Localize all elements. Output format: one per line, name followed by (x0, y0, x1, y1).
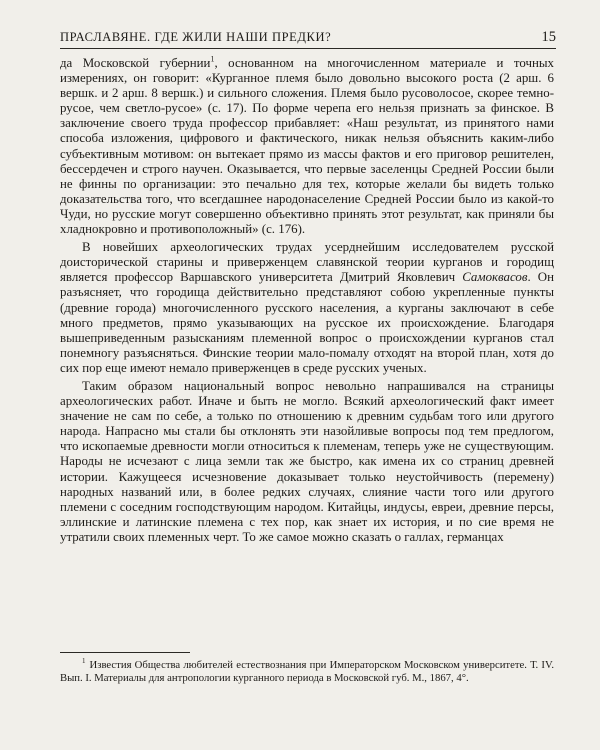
footnote-divider (60, 652, 190, 653)
running-header (60, 22, 556, 49)
main-text (60, 56, 554, 545)
running-title: ПРАСЛАВЯНЕ. ГДЕ ЖИЛИ НАШИ ПРЕДКИ? (60, 30, 332, 44)
footnote-text: Известия Общества любителей естествознания при Императорском Московском университете. Т. IV. Вып. I. Материалы для антропологии курганного периода в Московской губ. М., 1867, 4°. (60, 659, 554, 685)
paragraph: В новейших археологических трудах усерднейшим исследователем русской доисторической старины и приверженцем славянской теории курганов и городищ является профессор Варшавского университета Дмитрий Яковлевич Самоквасов. Он разъясняет, что городища действительно представляют собою укрепленные пункты (древние города) многочисленного русского населения, а курганы заключают в себе много предметов, прямо указывающих на русское их происхождение. Благодаря вышеприведенным разысканиям племенной вопрос о происхождении курганов стал понемногу разъясняться. Финские теории мало-помалу отходят на второй план, хотя до сих пор еще имеют немало приверженцев в среде русских ученых. (60, 240, 555, 375)
footnote (60, 659, 554, 685)
paragraph: Таким образом национальный вопрос невольно напрашивался на страницы археологических работ. Иначе и быть не могло. Всякий археологический факт имеет значение не сам по себе, а только по отношению к древним судьбам того или другого народа. Напрасно мы стали бы отклонять эти назойливые вопросы под тем предлогом, что ископаемые древности могли относиться к племенам, теперь уже не существующим. Народы не исчезают с лица земли так же быстро, как имена их со страниц древней истории. Кажущееся исчезновение доказывает только неустойчивость (перемену) народных названий или, в более редких случаях, слияние части того или другого племени с соседним господствующим народом. Китайцы, индусы, евреи, древние персы, эллинские и латинские племена с тех пор, как знает их история, и по сие время не утратили своих племенных черт. То же самое можно сказать о галлах, германцах (60, 378, 554, 544)
paragraph: да Московской губернии$^1$, основанном на многочисленном материале и точных измерениях, он говорит: «Курганное племя было довольно высокого роста (2 арш. 6 вершк. и 2 арш. 8 вершк.) и сильного сложения. Племя было русоволосое, скорее темно-русое, чем светло-русое» (с. 17). По форме черепа его нельзя признать за финское. В заключение своего труда профессор прибавляет: «Наш результат, из принятого нами способа изложения, цифрового и фактического, никак нельзя объяснить каким-либо субъективным мотивом: он вытекает прямо из массы фактов и его приговор решителен, бессердечен и строго научен. Оказывается, что первые заселенцы Средней России были не финны по организации: это печально для тех, которые желали бы видеть только доказательства того, что всегдашнее народонаселение Средней России было из какой-то Чуди, но русские могут совершенно объективно принять этот результат, как приняли бы хладнокровно и противоположный» (с. 176). (60, 54, 554, 237)
emphasized-name: Самоквасов (462, 270, 528, 285)
footnote-reference[interactable]: 1 (210, 54, 215, 64)
footnote-mark: 1 (82, 657, 86, 666)
page-number: 15 (541, 29, 556, 45)
